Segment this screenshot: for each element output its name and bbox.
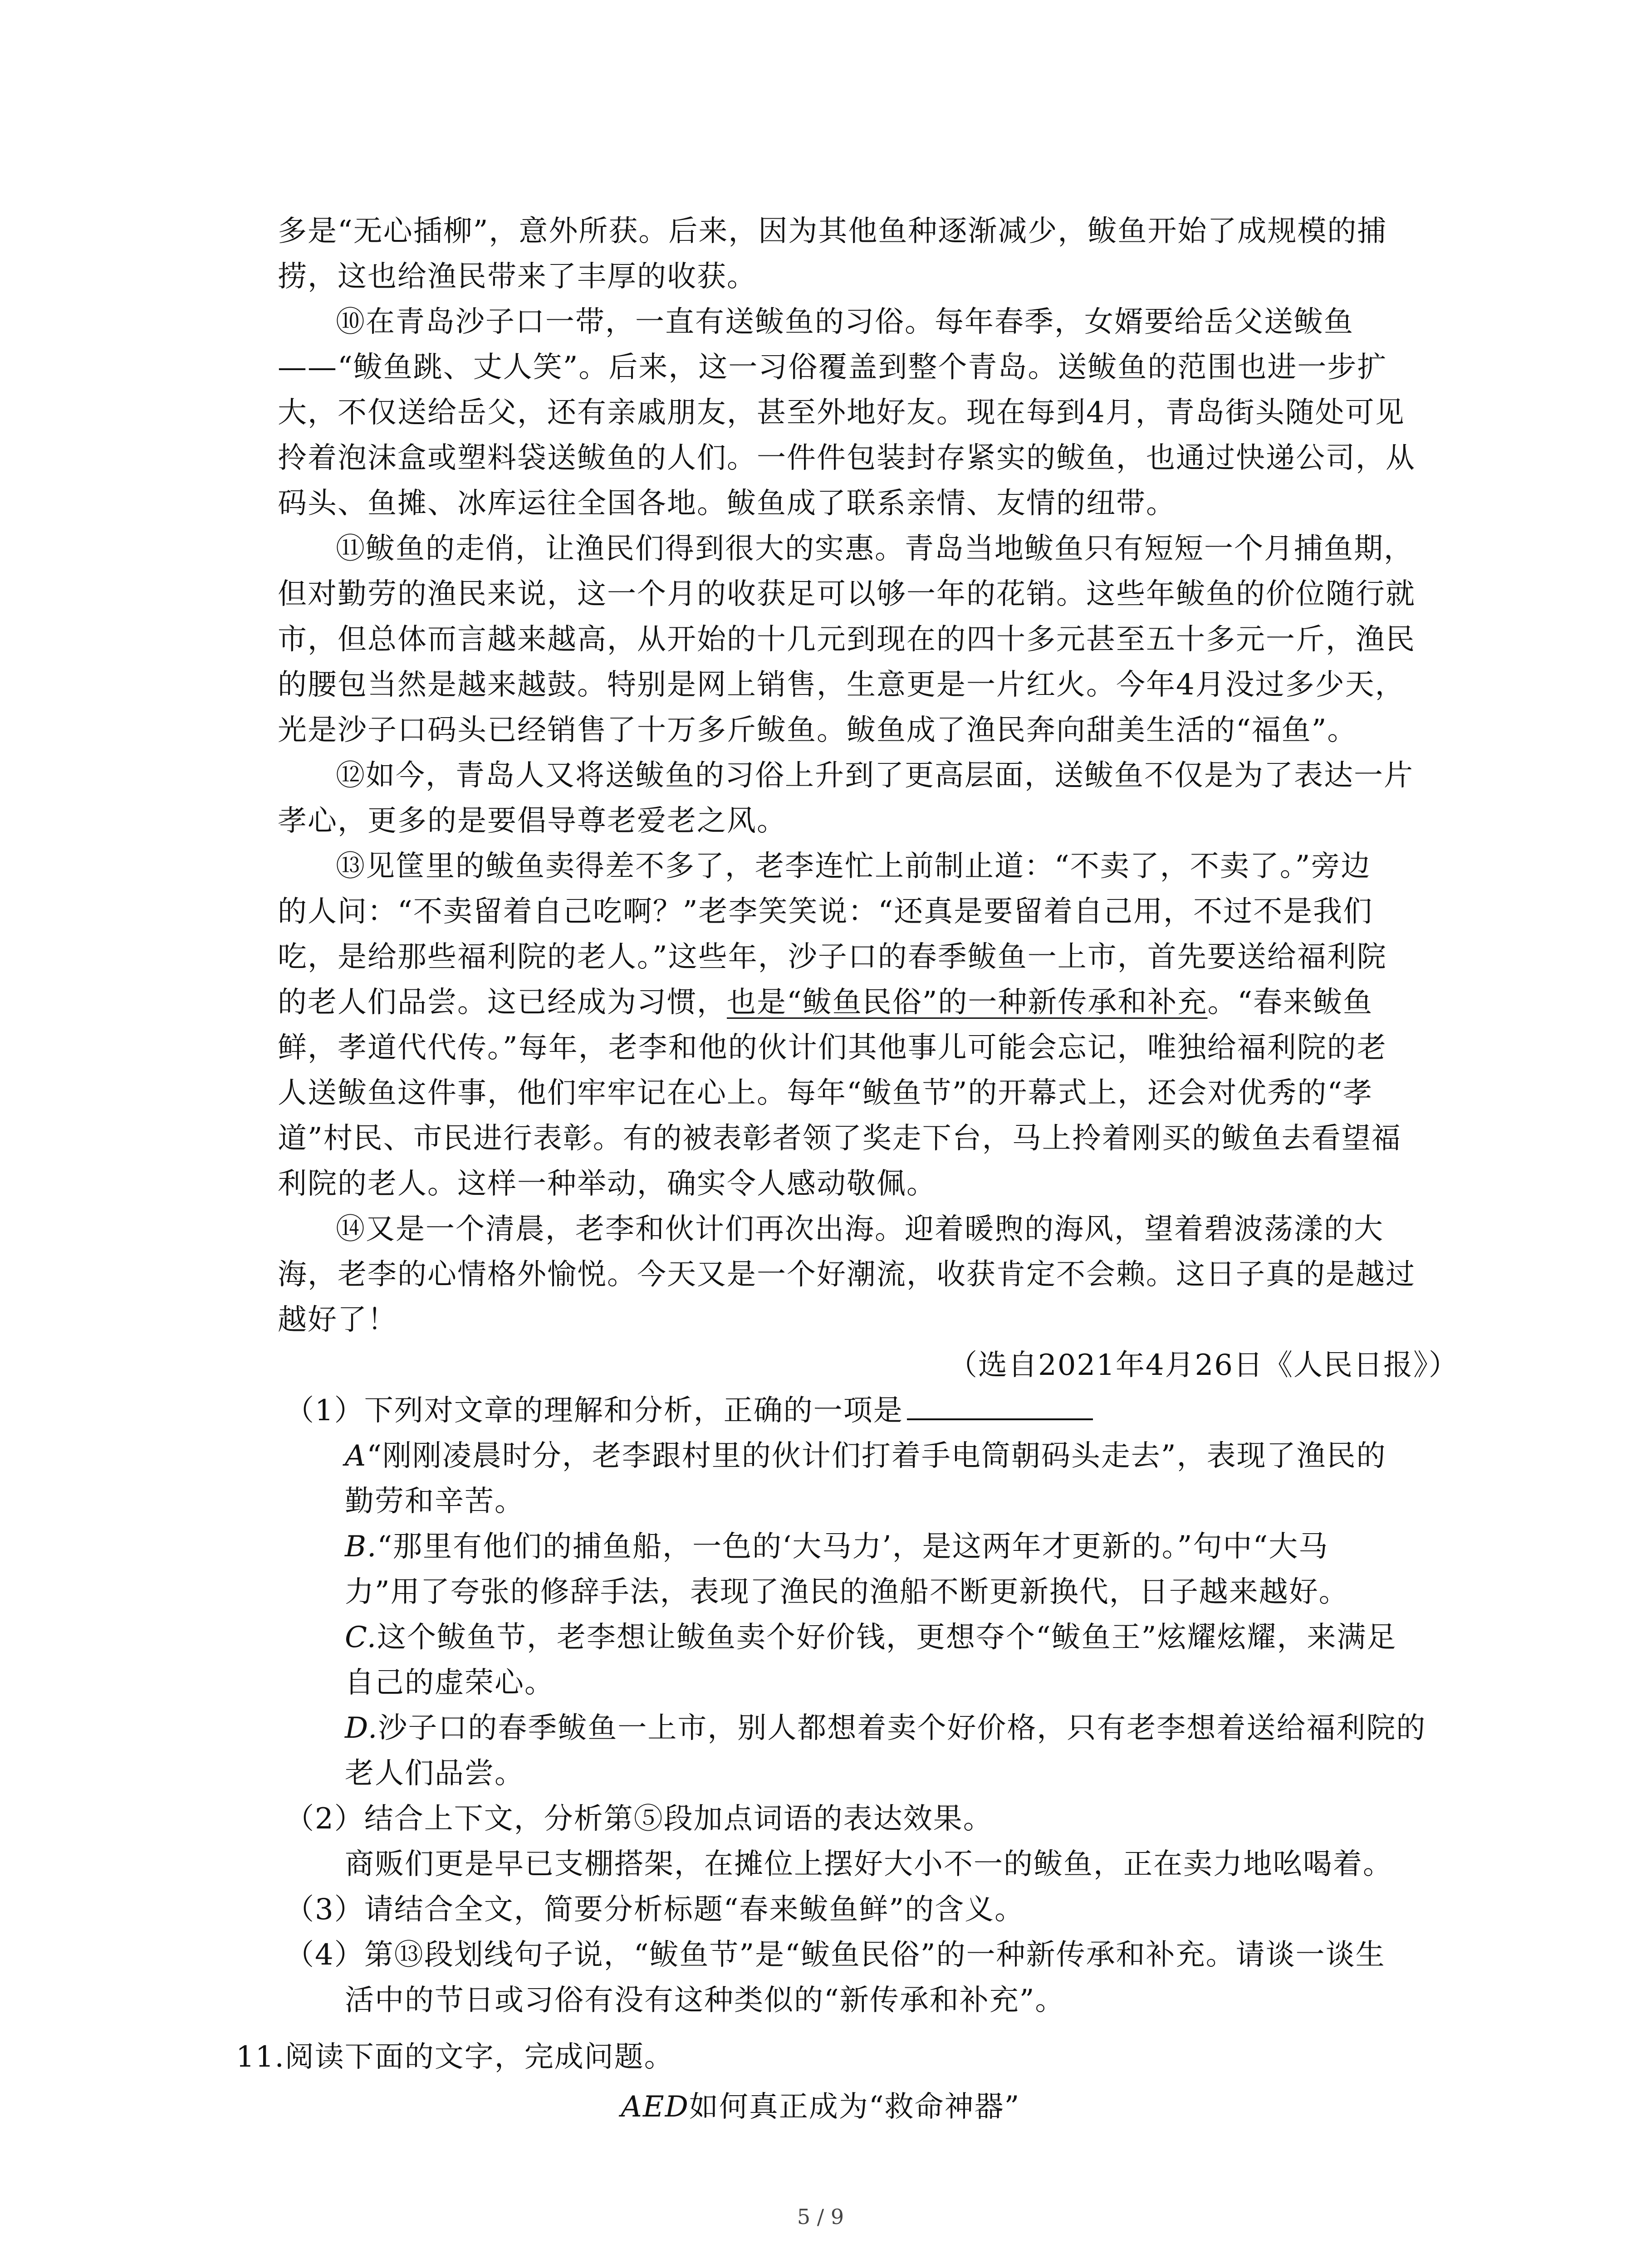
paragraph-11-line: 但对勤劳的渔民来说，这一个月的收获足可以够一年的花销。这些年鲅鱼的价位随行就 xyxy=(278,577,1416,611)
paragraph-12-line: 孝心，更多的是要倡导尊老爱老之风。 xyxy=(278,804,787,838)
question-text: 请结合全文，简要分析标题“春来鲅鱼鲜”的含义。 xyxy=(364,1893,1025,1926)
option-letter: A xyxy=(345,1439,367,1473)
option-b-cont: 力”用了夸张的修辞手法，表现了渔民的渔船不断更新换代，日子越来越好。 xyxy=(345,1575,1349,1609)
option-a-cont: 勤劳和辛苦。 xyxy=(345,1485,524,1518)
question-4-cont: 活中的节日或习俗有没有这种类似的“新传承和补充”。 xyxy=(345,1984,1065,2017)
paragraph-13-line xyxy=(278,982,1373,1023)
option-text: “刚刚凌晨时分，老李跟村里的伙计们打着手电筒朝码头走去”，表现了渔民的 xyxy=(367,1439,1386,1473)
paragraph-11-line: 光是沙子口码头已经销售了十万多斤鲅鱼。鲅鱼成了渔民奔向甜美生活的“福鱼”。 xyxy=(278,714,1357,747)
paragraph-14-line: 越好了！ xyxy=(278,1303,397,1337)
paragraph-13-line: 利院的老人。这样一种举动，确实令人感动敬佩。 xyxy=(278,1167,936,1201)
item-number: 11. xyxy=(236,2040,285,2074)
question-2-stem xyxy=(285,1799,993,1839)
paragraph-10-line: 码头、鱼摊、冰库运往全国各地。鲅鱼成了联系亲情、友情的纽带。 xyxy=(278,487,1176,520)
option-text: 这个鲅鱼节，老李想让鲅鱼卖个好价钱，更想夺个“鲅鱼王”炫耀炫耀，来满足 xyxy=(377,1621,1397,1654)
question-number: （1） xyxy=(285,1394,364,1427)
paragraph-09-line: 多是“无心插柳”，意外所获。后来，因为其他鱼种逐渐减少，鲅鱼开始了成规模的捕 xyxy=(278,215,1387,248)
option-letter: B. xyxy=(345,1530,377,1564)
paragraph-12-line: ⑫如今，青岛人又将送鲅鱼的习俗上升到了更高层面，送鲅鱼不仅是为了表达一片 xyxy=(336,759,1414,792)
option-d xyxy=(345,1708,1426,1749)
question-number: （3） xyxy=(285,1893,364,1926)
article-title xyxy=(0,2087,1641,2127)
paragraph-14-line: ⑭又是一个清晨，老李和伙计们再次出海。迎着暖煦的海风，望着碧波荡漾的大 xyxy=(336,1212,1384,1246)
option-b xyxy=(345,1526,1328,1567)
question-2-quote: 商贩们更是早已支棚搭架，在摊位上摆好大小不一的鲅鱼，正在卖力地吆喝着。 xyxy=(345,1848,1393,1881)
article-title-text: 如何真正成为“救命神器” xyxy=(689,2090,1020,2124)
paragraph-13-line: 吃，是给那些福利院的老人。”这些年，沙子口的春季鲅鱼一上市，首先要送给福利院 xyxy=(278,940,1387,974)
paragraph-10-line: ——“鲅鱼跳、丈人笑”。后来，这一习俗覆盖到整个青岛。送鲅鱼的范围也进一步扩 xyxy=(278,351,1387,384)
option-c-cont: 自己的虚荣心。 xyxy=(345,1666,554,1700)
item-text: 阅读下面的文字，完成问题。 xyxy=(284,2040,674,2074)
question-4-stem xyxy=(285,1935,1386,1975)
option-text: 沙子口的春季鲅鱼一上市，别人都想着卖个好价格，只有老李想着送给福利院的 xyxy=(378,1711,1426,1745)
paragraph-11-line: 市，但总体而言越来越高，从开始的十几元到现在的四十多元甚至五十多元一斤，渔民 xyxy=(278,623,1416,656)
paragraph-13-line: 鲜，孝道代代传。”每年，老李和他的伙计们其他事儿可能会忘记，唯独给福利院的老 xyxy=(278,1031,1387,1065)
page-number: 5 / 9 xyxy=(797,2204,844,2229)
paragraph-10-line: ⑩在青岛沙子口一带，一直有送鲅鱼的习俗。每年春季，女婿要给岳父送鲅鱼 xyxy=(336,305,1354,339)
question-number: （4） xyxy=(285,1938,364,1972)
paragraph-13-text: 。“春来鲅鱼 xyxy=(1207,986,1373,1019)
paragraph-13-line: 人送鲅鱼这件事，他们牢牢记在心上。每年“鲅鱼节”的开幕式上，还会对优秀的“孝 xyxy=(278,1076,1373,1110)
question-1-stem xyxy=(285,1390,1093,1431)
question-text: 第⑬段划线句子说，“鲅鱼节”是“鲅鱼民俗”的一种新传承和补充。请谈一谈生 xyxy=(364,1938,1386,1972)
item-11-instruction xyxy=(236,2037,674,2077)
article-title-prefix: AED xyxy=(621,2090,689,2124)
option-c xyxy=(345,1617,1396,1658)
option-text: “那里有他们的捕鱼船，一色的‘大马力’，是这两年才更新的。”句中“大马 xyxy=(377,1530,1329,1564)
paragraph-14-line: 海，老李的心情格外愉悦。今天又是一个好潮流，收获肯定不会赖。这日子真的是越过 xyxy=(278,1258,1416,1291)
paragraph-13-line: 的人问：“不卖留着自己吃啊？”老李笑笑说：“还真是要留着自己用，不过不是我们 xyxy=(278,895,1373,929)
option-d-cont: 老人们品尝。 xyxy=(345,1757,524,1790)
option-letter: D. xyxy=(345,1711,378,1745)
question-3-stem xyxy=(285,1889,1024,1930)
option-letter: C. xyxy=(345,1621,377,1654)
paragraph-11-line: 的腰包当然是越来越鼓。特别是网上销售，生意更是一片红火。今年4月没过多少天， xyxy=(278,668,1405,702)
paragraph-11-line: ⑪鲅鱼的走俏，让渔民们得到很大的实惠。青岛当地鲅鱼只有短短一个月捕鱼期， xyxy=(336,532,1414,566)
option-a xyxy=(345,1436,1386,1476)
paragraph-13-line: ⑬见筐里的鲅鱼卖得差不多了，老李连忙上前制止道：“不卖了，不卖了。”旁边 xyxy=(336,850,1371,883)
question-number: （2） xyxy=(285,1802,364,1836)
question-text: 结合上下文，分析第⑤段加点词语的表达效果。 xyxy=(364,1802,993,1836)
paragraph-10-line: 拎着泡沫盒或塑料袋送鲅鱼的人们。一件件包装封存紧实的鲅鱼，也通过快递公司，从 xyxy=(278,441,1416,475)
paragraph-09-line: 捞，这也给渔民带来了丰厚的收获。 xyxy=(278,260,757,293)
answer-blank[interactable] xyxy=(907,1391,1093,1420)
paragraph-13-line: 道”村民、市民进行表彰。有的被表彰者领了奖走下台，马上拎着刚买的鲅鱼去看望福 xyxy=(278,1122,1401,1155)
paragraph-10-line: 大，不仅送给岳父，还有亲戚朋友，甚至外地好友。现在每到4月，青岛街头随处可见 xyxy=(278,396,1405,430)
question-text: 下列对文章的理解和分析，正确的一项是 xyxy=(364,1394,903,1427)
underlined-sentence: 也是“鲅鱼民俗”的一种新传承和补充 xyxy=(727,986,1208,1019)
source-citation: （选自2021年4月26日《人民日报》） xyxy=(948,1349,1459,1382)
paragraph-13-text: 的老人们品尝。这已经成为习惯， xyxy=(278,986,727,1019)
